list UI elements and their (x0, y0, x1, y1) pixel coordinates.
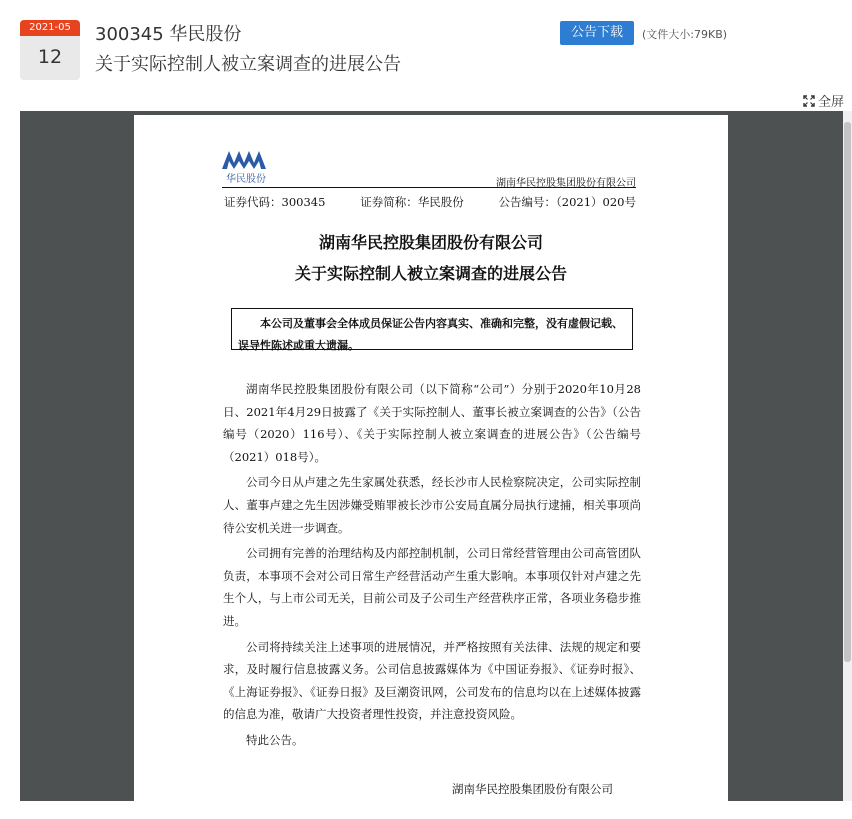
announcement-title: 关于实际控制人被立案调查的进展公告 (95, 54, 401, 75)
meta-row (224, 194, 636, 210)
date-day: 12 (37, 46, 63, 68)
paragraph: 湖南华民控股集团股份有限公司（以下简称“公司”）分别于2020年10月28日、2021年4月29日披露了《关于实际控制人、董事长被立案调查的公告》（公告编号（2020）116号）、《关于实际控制人被立案调查的进展公告》（公告编号（2021）018号）。 (223, 382, 641, 464)
signature: 湖南华民控股集团股份有限公司 (452, 782, 613, 796)
document-title: 关于实际控制人被立案调查的进展公告 (294, 264, 567, 283)
scrollbar[interactable] (843, 111, 852, 801)
date-badge (20, 20, 80, 80)
expand-icon (803, 95, 815, 107)
company-header: 湖南华民控股集团股份有限公司 (496, 178, 636, 189)
document-page (134, 115, 728, 801)
fullscreen-button[interactable] (803, 91, 844, 110)
scroll-thumb[interactable] (844, 122, 851, 662)
date-year-month: 2021-05 (20, 20, 80, 36)
notice-box: 本公司及董事会全体成员保证公告内容真实、准确和完整，没有虚假记载、误导性陈述或重大遗漏。 (231, 308, 633, 350)
logo-text: 华民股份 (226, 174, 266, 185)
stock-code: 证券代码：300345 (224, 195, 326, 209)
file-size-label: (文件大小:79KB) (642, 28, 728, 41)
stock-abbr: 证券简称：华民股份 (360, 195, 464, 209)
download-button[interactable]: 公告下载 (560, 21, 634, 45)
paragraph: 公司拥有完善的治理结构及内部控制机制，公司日常经营管理由公司高管团队负责，本事项不会对公司日常生产经营活动产生重大影响。本事项仅针对卢建之先生个人，与上市公司无关，目前公司及子公司生产经营秩序正常，各项业务稳步推进。 (223, 546, 641, 628)
header-divider (222, 187, 636, 188)
pdf-viewer[interactable] (20, 111, 843, 801)
fullscreen-label: 全屏 (817, 95, 844, 110)
paragraph: 特此公告。 (246, 732, 304, 747)
paragraph: 公司将持续关注上述事项的进展情况，并严格按照有关法律、法规的规定和要求，及时履行信息披露义务。公司信息披露媒体为《中国证券报》、《证券时报》、《上海证券报》、《证券日报》及巨潮资讯网，公司发布的信息均以在上述媒体披露的信息为准，敬请广大投资者理性投资，并注意投资风险。 (223, 639, 641, 722)
body-text (223, 378, 641, 755)
paragraph: 公司今日从卢建之先生家属处获悉，经长沙市人民检察院决定，公司实际控制人、董事卢建之先生因涉嫌受贿罪被长沙市公安局直属分局执行逮捕，相关事项尚待公安机关进一步调查。 (223, 475, 641, 535)
document-title-company: 湖南华民控股集团股份有限公司 (318, 233, 543, 252)
stock-title: 300345 华民股份 (95, 24, 242, 45)
announcement-number: 公告编号：（2021）020号 (498, 195, 636, 209)
